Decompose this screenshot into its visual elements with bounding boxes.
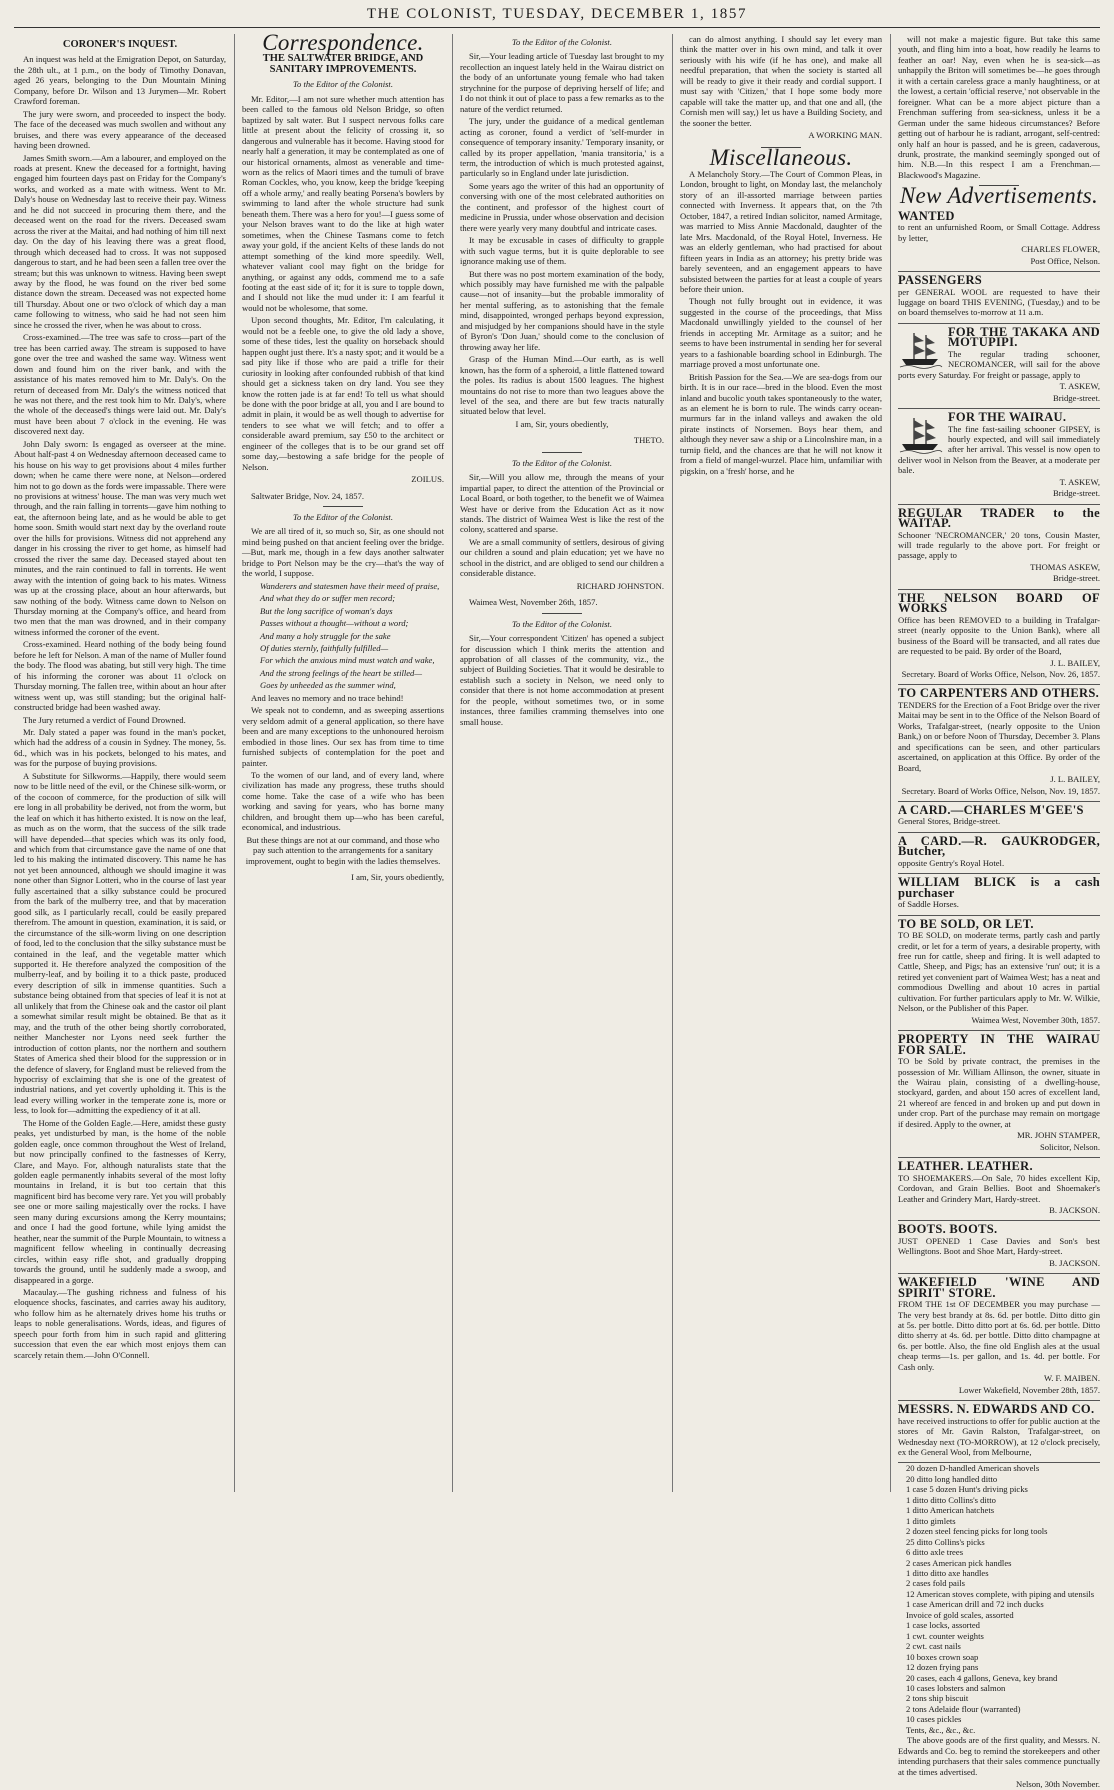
auction-list-item: 10 cases pickles <box>906 1714 962 1725</box>
advertisement-body: The fine fast-sailing schooner GIPSEY, is hourly expected, and will sail immediately after her arrival. This vessel is now open to deliver wool in Nelson from the Beaver, at a moderate per bale. <box>898 423 1100 476</box>
building-society-letter-end <box>680 34 882 128</box>
auction-list-item: Invoice of gold scales, assorted <box>906 1609 1014 1620</box>
advertisement <box>898 324 1100 409</box>
advertiser-address: Bridge-street. <box>1052 392 1100 403</box>
separator-rule <box>542 452 582 453</box>
advertisement-lead: WAKEFIELD 'WINE AND SPIRIT' STORE. <box>898 1275 1100 1300</box>
auction-list-item: Tents, &c., &c., &c. <box>906 1724 976 1735</box>
advertisement-lead: FOR THE WAIRAU. <box>948 410 1067 425</box>
poem-line: Passes without a thought—without a word; <box>260 618 409 629</box>
advertiser-name: MR. JOHN STAMPER, <box>1017 1130 1100 1141</box>
paragraph: Macaulay.—The gushing richness and fulness of his eloquence shocks, fascinates, and carries away his auditory, who follow him as he alternately drives home his truths or leaps to noble generalisations. Words, ideas, and figures of speech pour forth from him in such rapid and glittering succession that even the ear which most enjoys them can scarcely retain them.—John O'Connell. <box>14 1287 226 1360</box>
column-3 <box>460 34 664 1494</box>
blackwood-extract <box>898 34 1100 180</box>
advertisement <box>898 802 1100 833</box>
column-2 <box>242 30 444 1494</box>
letter-signature: I am, Sir, yours obediently, <box>351 872 444 883</box>
advertisement-body: Office has been REMOVED to a building in Trafalgar-street (nearly opposite to the Union Bank), where all business of the Board will be transacted, and all rates due are requested to be paid. By order of the Board, <box>898 614 1100 657</box>
poem-line: And many a holy struggle for the sake <box>260 630 391 641</box>
to-editor-line: To the Editor of the Colonist. <box>293 79 393 90</box>
paragraph: Mr. Daly stated a paper was found in the man's pocket, which had the address of a cousin in Sydney. The money, 5s. 6d., which was in his pockets, belonged to his mates, and was for the purpose of buying provisions. <box>14 727 226 769</box>
auction-list-item: 1 ditto ditto axe handles <box>906 1568 989 1578</box>
auction-closing-note: The above goods are of the first quality, and Messrs. N. Edwards and Co. beg to remind the storekeepers and other intending purchasers that their sales commence punctually at the times advertised. <box>898 1735 1100 1777</box>
paragraph: Grasp of the Human Mind.—Our earth, as is well known, has the form of a spheroid, a little flattened toward the poles. Its radius is about 1500 leagues. The highest mountains do not rise to more than two leagues above the level of the sea, and there are but few tracts naturally situated below that level. <box>460 354 664 417</box>
auction-list-item: 2 cases American pick handles <box>906 1557 1012 1568</box>
poem-line: And what they do or suffer men record; <box>260 593 396 604</box>
advertisement <box>898 208 1100 272</box>
column-divider <box>672 34 673 1492</box>
paragraph: John Daly sworn: Is engaged as overseer at the mine. About half-past 4 on Wednesday afternoon deceased came to his house on his way to get provisions about 4 miles further down; when he came there were none, at Nelson—ordered him not to go down as the fords were impassable. There were no provisions at witness' house. The man was very much wet through, and the rain falling in torrents—gave him nothing to eat, the afternoon being late, and as he would be able to get home soon. Smith would start next day by the overland route over the hills for provisions. Witness did not apprehend any danger in his crossing the river to get home, as himself had crossed the river the same day. Deceased stayed about ten minutes, and the rain continued to fall in torrents. He went away with the intention of going back to his mates. Witness was up at the crossing place, about an hour afterwards, but saw nothing of the body. Witness came down to Nelson on Thursday morning at the Company's office, and heard from two men that the man was drowned, and in their company witness informed the coroner of the event. <box>14 438 226 637</box>
auction-list-item: 6 ditto axle trees <box>906 1547 964 1558</box>
advertisement-lead: A CARD.—R. GAUKRODGER, Butcher, <box>898 833 1100 859</box>
advertisement-body: opposite Gentry's Royal Hotel. <box>898 857 1005 868</box>
letter-signature: RICHARD JOHNSTON. <box>576 580 664 591</box>
letter-signature: A WORKING MAN. <box>808 130 882 141</box>
column-2-letters <box>242 94 444 883</box>
advertiser-address: Waimea West, November 30th, 1857. <box>971 1014 1100 1025</box>
paragraph: A Substitute for Silkworms.—Happily, there would seem now to be little need of the evil, or the Chinese silk-worm, or of the cocoon of commerce, for the production of silk will ere long in all probability be derived, not from the worm, but the leaf on which it has hitherto existed. It is now on the leaf, as much as on the worm, that the success of the silk trade will have depended—that species which was its only food, and which from that circumstance gave the name of one that led to his making the intimated discovery. This name he has not yet been announced, although we should imagine it was none other than Signor Lotteri, who in the course of last year fully ascertained that a silky substance could be procured from the bark of the mulberry tree, and that by maceration good silk, as I particularly recall, could be easily prepared therefrom. The amount in question, examination, it is said, or the circumstance of the silk-worm living on one description of food, led to the conclusion that the silky substance must be contained in the leaf, and the vegetable matter which supported it. He therefore analyzed the composition of the mulberry-leaf, and by boiling it to a thick paste, produced every description of silk in immense quantities. Such a substance being obtained from that species of leaf it is not at all unlikely that from the Chinese oak and the castor oil plant a somewhat similar result might be obtained. Be that as it may, and the truth of the other being shortly corroborated, neither Manchester nor Lyons need seek further the introduction of cotton plants, nor the northern and southern States of America shed their blood for the suppression or in the defence of slavery, for England must be relieved from the hypocrisy of exclaiming that she is one of the greatest of industrial nations, and yet covertly upholding it. This is the lead every willing worker in the temperate zone is, more or less, to look for—admitting the expediency of it at all. <box>14 770 226 1116</box>
advertiser-address: Post Office, Nelson. <box>1030 255 1100 266</box>
poem-line: Of duties sternly, faithfully fulfilled— <box>260 643 389 654</box>
paragraph: And leaves no memory and no trace behind! <box>251 692 404 703</box>
advertisement-body: TENDERS for the Erection of a Foot Bridge over the river Maitai may be sent in to the Office of the Nelson Board of Works, Trafalgar-street, (nearly opposite to the Union Bank,) on or before Noon of Thursday, December 3. Plans and specifications can be seen, and other particulars ascertained, on application at this Office. By order of the Board, <box>898 699 1100 773</box>
advertiser-address: Secretary. Board of Works Office, Nelson, Nov. 19, 1857. <box>901 785 1100 796</box>
paragraph: We are all tired of it, so much so, Sir, as one should not mind being pushed on that ancient feeling over the bridge.—But, mark me, though in a few days another saltwater bridge to Port Nelson may be the cry—that's the way of the world, I suppose. <box>242 526 444 579</box>
column-1-articles <box>14 54 226 1360</box>
to-editor-line: To the Editor of the Colonist. <box>512 37 612 47</box>
poem-line: And the strong feelings of the heart be stilled— <box>260 667 422 678</box>
advertisement <box>898 685 1100 802</box>
paragraph: It may be excusable in cases of difficulty to grapple with such vague terms, but it is quite deplorable to see ignorance making use of them. <box>460 235 664 267</box>
advertisement <box>898 1221 1100 1274</box>
auction-list-item: 25 ditto Collins's picks <box>906 1536 985 1547</box>
auction-list-item: 2 cwt. cast nails <box>906 1641 961 1652</box>
ship-icon <box>898 414 942 454</box>
advertisement-lead: WILLIAM BLICK is a cash purchaser <box>898 875 1100 900</box>
advertisement-lead: FOR THE TAKAKA AND MOTUPIPI. <box>948 324 1100 350</box>
advertisement-lead: REGULAR TRADER to the WAITAP. <box>898 505 1100 531</box>
column-5 <box>898 34 1100 1790</box>
advertiser-name: B. JACKSON. <box>1049 1257 1100 1268</box>
auction-list-item: 20 dozen D-handled American shovels <box>906 1463 1040 1474</box>
auction-list-item: 10 cases lobsters and salmon <box>906 1682 1006 1693</box>
new-advertisements-heading: New Advertisements. <box>899 183 1099 209</box>
auction-list-item: 2 cases fold pails <box>906 1578 965 1589</box>
paragraph: But there was no post mortem examination of the body, which possibly may have furnished me with the palpable cause—not of insanity—but the probable immorality of her mental suffering, as to astonishing that the female mind, disappointed, wronged perhaps beyond expression, and misjudged by her companions should have in the style of Byron's 'Don Juan,' should come to the conclusion of throwing away her life. <box>460 268 664 352</box>
advertisement-body: of Saddle Horses. <box>898 899 959 910</box>
miscellaneous-items <box>680 169 882 476</box>
auction-list-item: 2 tons ship biscuit <box>906 1693 969 1704</box>
advertisement-lead: WANTED <box>898 208 955 223</box>
advertisement-lead: BOOTS. BOOTS. <box>898 1222 998 1237</box>
advertiser-name: J. L. BAILEY, <box>1050 657 1100 668</box>
auction-list-item: 1 case American drill and 72 inch ducks <box>906 1599 1044 1610</box>
auction-list-item: 20 ditto long handled ditto <box>906 1473 998 1484</box>
paragraph: Sir,—Will you allow me, through the means of your impartial paper, to direct the attention of the Provincial or Local Board, or both together, to the benefit we of Waimea West have or derive from the Education Act as it now stands. The district of Waimea West is like the rest of the colony, scattered and sparse. <box>460 472 664 535</box>
auction-list-item: 1 ditto ditto Collins's ditto <box>906 1494 996 1505</box>
paragraph: Though not fully brought out in evidence, it was suggested in the course of the proceedings, that Miss Macdonald unwillingly yielded to the counsel of her friends in accepting Mr. Armitage as a suitor; and he seems to have been instrumental in sending her for several years to a fashionable boarding school in Edinburgh. The marriage proved a most unfortunate one. <box>680 296 882 370</box>
advertisement-lead: MESSRS. N. EDWARDS AND CO. <box>898 1402 1095 1417</box>
paragraph: Cross-examined. Heard nothing of the body being found before he left for Nelson. A man of the name of Muller found the body. The flood was abating, but still very high. The time of his informing the coroner was about 11 o'clock on Thursday morning. The fallen tree, within about an hour after witness went up, was still standing; but the original half-constructed bridge had been washed away. <box>14 639 226 713</box>
paragraph: The Home of the Golden Eagle.—Here, amidst these gusty peaks, yet undisturbed by man, is the home of the noble golden eagle, once common throughout the West of Ireland, but now principally confined to the fastnesses of Kerry, Clare, and Mayo. For, although naturalists state that the golden eagle permanently inhabits several of the most lofty mountains in Ireland, it is but too certain that this magnificent bird has become very rare. Yet you will probably see one or more sailing majestically over the rocks. I have seen many during excursions among the Kerry mountains; and once I had the good fortune, while lying amidst the heather, near the summit of the Purple Mountain, to witness a magnificent fellow wheeling in continually decreasing circles, within easy rifle shot, and gradually dropping towards the ground, until he suddenly made a swoop, and disappeared in a gorge. <box>14 1117 226 1285</box>
advertisement <box>898 1274 1100 1401</box>
advertisement-body: FROM THE 1st OF DECEMBER you may purchase — The very best brandy at 8s. 6d. per bottle. Ditto ditto gin at 5s. per bottle. Ditto ditto port at 6s. 6d. per bottle. Ditto ditto sherry at 4s. 6d. per bottle. Ditto ditto champagne at 6s. per bottle. Also, the fine old English ales at the usual cheap terms—1s. per gallon, and 1s. 4d. per bottle. For Cash only. <box>898 1299 1100 1372</box>
letter-place: Saltwater Bridge, Nov. 24, 1857. <box>251 490 365 501</box>
column-divider <box>452 34 453 1492</box>
advertisement <box>898 1158 1100 1221</box>
paragraph: To the women of our land, and of every land, where civilization has made any progress, these truths should come home. Take the case of a wife who has been working and saving for years, who has borne many children, and brought them up—who has been careful, economical, and industrious. <box>242 770 444 833</box>
poem-line: For which the anxious mind must watch and wake, <box>260 655 435 666</box>
to-editor-line: To the Editor of the Colonist. <box>512 618 612 629</box>
advertisement-body: have received instructions to offer for public auction at the stores of Mr. Gavin Ralston, Trafalgar-street, on Wednesday next (TO-MORROW), at 12 o'clock precisely, ex the General Wool, from Melbourne, <box>898 1415 1100 1458</box>
column-divider <box>890 34 891 1492</box>
advertiser-address: Secretary. Board of Works Office, Nelson, Nov. 26, 1857. <box>901 669 1100 680</box>
auction-list-item: 12 American stoves complete, with piping and utensils <box>906 1588 1095 1599</box>
paragraph: Mr. Editor,—I am not sure whether much attention has been called to the famous old Nelson Bridge, so often baptized by salt water. But I suspect nervous folks care little at present about the felicity of crossing it, so dangerous and vulnerable has it become. Having stood for nearly half a generation, it may be contemplated as one of our historical ornaments, almost as venerable and time-worn as the relics of Maori times and the tumuli of brave Roman Cockles, who, you know, keep the bridge 'keeping off a whole army,' and really beating Porsena's bowlers by swimming to land after the whole structure had sunk beneath them. There was a hero for you!—I guess some of your Nelson braves want to do the like at high water sometimes, when the Chinese Tasmans come to fetch away your gold, if the ancient Kelts of these lands do not attempt something of the kind more speedily. Well, whatever valiant cool may fight on the bridge for anything, or against any odds, commend me to a safe footing at the east side of it; for it is sure to topple down, and I should not like the mud under it: I am fearful it would not be wholesome, that some. <box>242 93 444 313</box>
advertisement-lead: PASSENGERS <box>898 273 983 288</box>
auction-list-item: 2 tons Adelaide flour (warranted) <box>906 1703 1021 1714</box>
advertisement-body: JUST OPENED 1 Case Davies and Son's best Wellingtons. Boot and Shoe Mart, Hardy-street. <box>898 1235 1100 1257</box>
auction-list-item: 1 case 5 dozen Hunt's driving picks <box>906 1484 1028 1495</box>
advertisement <box>898 272 1100 324</box>
auction-list-item: 12 dozen frying pans <box>906 1662 979 1673</box>
paragraph: An inquest was held at the Emigration Depot, on Saturday, the 28th ult., at 1 p.m., on the body of Timothy Donavan, aged 26 years, belonging to the Dun Mountain Mining Company, before Dr. Wilson and 13 Jurymen—Mr. Robert Crawford foreman. <box>14 54 226 107</box>
advertisement-lead: A CARD.—CHARLES M'GEE'S <box>898 803 1084 817</box>
advertisement-lead: TO BE SOLD, OR LET. <box>898 916 1034 931</box>
advertiser-address: Lower Wakefield, November 28th, 1857. <box>958 1384 1100 1395</box>
auction-list-item: 1 cwt. counter weights <box>906 1630 984 1641</box>
advertisement-body: per GENERAL WOOL are requested to have their luggage on board THIS EVENING, (Tuesday,) and to be on board themselves to-morrow at 11 a.m. <box>898 286 1100 318</box>
paragraph: Upon second thoughts, Mr. Editor, I'm calculating, it would not be a feeble one, to give the old lady a shove, some of these tides, lest the quality on horseback should happen ought just there. It's a nasty spot; and it would be a sad pity like if those who are paid a trifle for their curiosity in looking after confounded rubbish of that kind should get a sickness taken on dry land. You see they know the rotten jade is at far end! To tell us what should be done with the poor bridge at all, you and I are bound to admit in plain, it would be as well though to advertise for tenders to see what we will fetch; and to offer a considerable award premium, say £50 to the architect or engineer of the colleges that is to be our grand set off some day,—bestowing a safe bridge for the people of Nelson. <box>242 315 444 472</box>
advertisements <box>898 208 1100 1464</box>
auction-list-item: 1 case locks, assorted <box>906 1620 980 1631</box>
poem-line: Wanderers and statesmen have their meed of praise, <box>260 580 440 591</box>
correspondence-heading: Correspondence. <box>262 30 424 55</box>
advertiser-address: Bridge-street. <box>1052 488 1100 499</box>
auction-list-item: 2 dozen steel fencing picks for long tools <box>906 1526 1048 1537</box>
saltwater-bridge-title: THE SALTWATER BRIDGE, AND SANITARY IMPROVEMENTS. <box>262 53 424 75</box>
paragraph: The Jury returned a verdict of Found Drowned. <box>23 714 186 725</box>
to-editor-line: To the Editor of the Colonist. <box>512 457 612 468</box>
advertisement <box>898 874 1100 915</box>
advertisement <box>898 916 1100 1032</box>
column-1 <box>14 34 226 1494</box>
letter-signature: THETO. <box>633 435 664 446</box>
advertiser-name: W. F. MAIBEN. <box>1043 1373 1100 1384</box>
advertisement-body: TO be Sold by private contract, the premises in the possession of Mr. William Allinson, the owner, situate in the Wairau plain, consisting of a dwelling-house, stockyard, garden, and about 150 acres of excellent land, 21 whereof are fenced in and broken up and put down in under crop. Part of the purchase may remain on mortgage if desired. Apply to the owner, at <box>898 1056 1100 1129</box>
advertisement-lead: THE NELSON BOARD OF WORKS <box>898 590 1100 616</box>
advertisement-body: TO BE SOLD, on moderate terms, partly cash and partly credit, or let for a term of years, a desirable property, with free run for cattle, sheep and firing. It is well adapted to Cattle, Sheep, and Pigs; has an extensive 'run' out; it is a retired yet convenient part of Waimea West; has a neat and commodious Dwelling and about 10 acres in partial cultivation. For further particulars apply to Mr. W. Wilkie, Nelson, or the Publisher of this Paper. <box>898 930 1100 1014</box>
advertisement <box>898 590 1100 686</box>
masthead: THE COLONIST, TUESDAY, DECEMBER 1, 1857 <box>366 6 748 22</box>
paragraph: James Smith sworn.—Am a labourer, and employed on the roads at present. Knew the deceased for a fortnight, having engaged him fourteen days past on Friday for the Company's works, and worked as a mate with witness. Went to Mr. Daly's house on Wednesday last to receive their pay. Witness and he did not succeed in procuring them there, and the deceased went on the road for the rivers. Deceased swam across the river at the Maitai, and had nothing of him till next day. On the day of his leaving there was a great flood, through which deceased had to cross. It was not supposed dangerous to start, and he had been seen a fallen tree over the stream; but this was unknown to witness. Having been swept away by the flood, he was found on the river bed some distance down the stream. Deceased was not expected home till Thursday. About one or two o'clock of which day a man came following to witness, who said he had not seen him since he crossed the river, when he was about to cross. <box>14 152 227 330</box>
poem-line: But the long sacrifice of woman's days <box>260 605 393 616</box>
paragraph: Sir,—Your correspondent 'Citizen' has opened a subject for discussion which I think merits the attention and approbation of all classes of the community, viz., the subject of Building Societies. That it would be desirable to establish such a society in Nelson, we need only to consider that there is not home accommodation at present for the people, without sometimes two, or in some instances, three families cramming themselves into one small house. <box>460 633 664 727</box>
paragraph: We are a small community of settlers, desirous of giving our children a sound and plain education; yet we have no school in the district, and are obliged to send our children a considerable distance. <box>460 536 664 579</box>
advertiser-name: THOMAS ASKEW, <box>1030 561 1100 572</box>
advertisement-body: to rent an unfurnished Room, or Small Cottage. Address by letter, <box>898 222 1100 243</box>
miscellaneous-heading: Miscellaneous. <box>709 144 853 170</box>
paragraph: We speak not to condemn, and as sweeping assertions very seldom admit of a general application, so there have been and are many exceptions to the unhonoured heroism embodied in those lines. Our sex has from time to time furnished subjects of contemplation for the poet and painter. <box>242 705 444 768</box>
auction-list <box>898 1463 1100 1735</box>
paragraph: Some years ago the writer of this had an opportunity of conversing with one of the most celebrated authorities on the continent, and professor of the highest court of medicine in Prussia, under whose observation and decision there were yearly very many doubtful and intricate cases. <box>460 180 664 233</box>
advertiser-name: T. ASKEW, <box>1059 476 1100 487</box>
advertiser-name: CHARLES FLOWER, <box>1021 244 1100 255</box>
separator-rule <box>542 613 582 614</box>
paragraph: Sir,—Your leading article of Tuesday last brought to my recollection an inquest lately held in the Wairau district on the body of an unfortunate young female who had taken strychnine for the purpose of depriving herself of life; and I do not think it out of place to pass a few remarks as to the nature of the verdict returned. <box>460 51 664 114</box>
auction-list-item: 1 ditto American hatchets <box>906 1505 995 1516</box>
paragraph: will not make a majestic figure. But take this same youth, and fling him into a boat, how readily he learns to feather an oar! Nay, even when he is sea-sick—as unhappily the Briton will sometimes be—he goes through it with a certain careless grace a manly haughtiness, or at the lowest, a certain 'official reserve,' not observable in the foreigner. What can be a more abject picture than a Frenchman suffering from sea-sickness, unless it be a German under the same hideous circumstances? Before getting out of harbour he is radiant, arrogant, self-centred: only half an hour is passed, and he is green, cadaverous, drunk, prostrate, the mankind seemingly sponged out of him. N.B.—In this respect I am a Frenchman.—Blackwood's Magazine. <box>898 34 1100 180</box>
masthead-rule <box>14 27 1100 28</box>
letter-signature: But these things are not at our command, and those who pay such attention to the arrangements for a sanitary improvement, ought to begin with the ladies themselves. <box>245 834 441 866</box>
advertisement-lead: LEATHER. LEATHER. <box>898 1159 1033 1174</box>
paragraph: British Passion for the Sea.—We are sea-dogs from our birth. It is in our race—bred in the blood. Even the most inland and bucolic youth takes spontaneously to the water, as an element he is born to rule. The winds carry ocean-murmurs far in the inland valleys and awaken the old pirate instincts of Norsemen. Boys hear them, and although they never saw a ship or a Lincolnshire man, in a turnip field, and the chances are that he will not know it from a field of mangel-wurzel. Place him, unfamiliar with pigskin, on a 'fresh' horse, and he <box>680 371 882 476</box>
paragraph: A Melancholy Story.—The Court of Common Pleas, in London, brought to light, on Monday last, the melancholy story of an ill-assorted marriage between parties connected with Inverness. It appears that, on the 7th October, 1847, a retired Indian solicitor, named Armitage, was married to Miss Annie Macdonald, daughter of the late Mrs. Macdonald, of the Royal Hotel, Inverness. He was an elderly gentleman, who had practised for about fifteen years in India as an attorney; his pretty bride was barely seventeen, and an engagement appears to have subsisted between the parties for at least a couple of years before their union. <box>680 168 882 294</box>
advertisement-body: General Stores, Bridge-street. <box>898 816 1001 827</box>
advertisement <box>898 1401 1100 1463</box>
advertisement-body: TO SHOEMAKERS.—On Sale, 70 hides excellent Kip, Cordovan, and Grain Bellies. Boot and Shoemaker's Leather and Grindery Mart, Hardy-street. <box>898 1172 1100 1204</box>
advertisement-body: Schooner 'NECROMANCER,' 20 tons, Cousin Master, will trade regularly to the above port. For freight or passage, apply to <box>898 529 1100 561</box>
to-editor-line: To the Editor of the Colonist. <box>293 512 393 523</box>
advertiser-name: B. JACKSON. <box>1049 1204 1100 1215</box>
paragraph: can do almost anything. I should say let every man think the matter over in his own mind, and talk it over seriously with his wife (if he has one), and make all needful preparation, that when the society is started all will be ready to give it their ready and cordial support. I must say with 'Citizen,' that I hope some body more capable will take the matter up, and that one and all, (the Cornish men will say,) let us have a Building Society, and the sooner the better. <box>680 34 882 128</box>
advertisement-body: The regular trading schooner, NECROMANCER, will sail for the above ports every Saturday. For freight or passage, apply to <box>898 348 1100 380</box>
column-3-letters <box>460 51 664 727</box>
auction-list-item: 1 ditto gimlets <box>906 1515 956 1526</box>
coroners-inquest-title: CORONER'S INQUEST. <box>62 39 178 50</box>
advertiser-address: Solicitor, Nelson. <box>1039 1141 1100 1152</box>
advertisement <box>898 505 1100 590</box>
auction-list-item: 10 boxes crown soap <box>906 1651 979 1662</box>
letter-signature: ZOILUS. <box>411 474 444 485</box>
paragraph: The jury, under the guidance of a medical gentleman acting as coroner, found a verdict of 'self-murder in consequence of temporary insanity.' Temporary insanity, or called by its proper appellation, 'mania transitoria,' is a term, the introduction of which is much protested against, particularly so in England under late jurisdiction. <box>460 116 664 179</box>
poem-line: Goes by unheeded as the summer wind, <box>260 680 396 691</box>
column-4 <box>680 34 882 1494</box>
advertisement <box>898 409 1100 505</box>
separator-rule <box>323 506 363 507</box>
advertisement <box>898 1031 1100 1158</box>
advertisement <box>898 833 1100 874</box>
paragraph: The jury were sworn, and proceeded to inspect the body. The face of the deceased was much swollen and without any bruises, and there was every appearance of the deceased having been drowned. <box>14 108 226 151</box>
advertiser-address: Bridge-street. <box>1052 573 1100 584</box>
paragraph: Cross-examined.—The tree was safe to cross—part of the tree has been carried away. The stream is supposed to have gone over the tree and washed the same way. Witness went down and found him on the river bank, and with the assistance of his mates removed him to Mr. Daly's. On the return of deceased from Mr. Daly's the witness noticed that he was not there, and the rest took him to Mr. Daly's, where the whole of the deceased's things were laid out. Mr. Daly's must have been about 7 o'clock in the evening. He was discovered next day. <box>14 332 226 437</box>
ship-icon <box>898 329 942 369</box>
letter-signature: I am, Sir, yours obediently, <box>515 418 609 429</box>
auction-closing-place: Nelson, 30th November. <box>1015 1779 1100 1790</box>
advertiser-name: T. ASKEW, <box>1059 381 1100 392</box>
letter-place: Waimea West, November 26th, 1857. <box>469 597 598 608</box>
advertisement-lead: TO CARPENTERS AND OTHERS. <box>898 686 1100 701</box>
advertisement-lead: PROPERTY IN THE WAIRAU FOR SALE. <box>898 1032 1100 1057</box>
column-divider <box>234 34 235 1492</box>
auction-list-item: 20 cases, each 4 gallons, Geneva, key brand <box>906 1672 1058 1683</box>
advertiser-name: J. L. BAILEY, <box>1050 774 1100 785</box>
